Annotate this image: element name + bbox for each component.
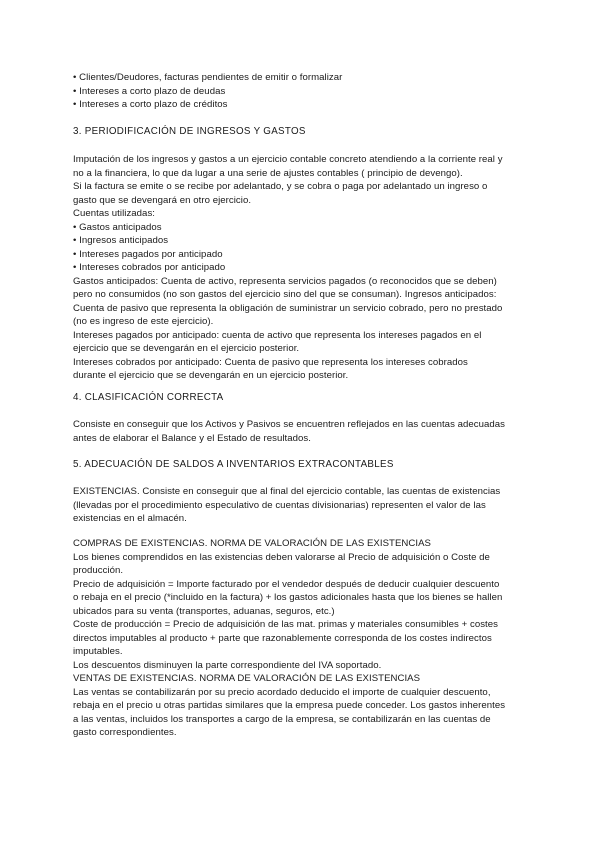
list-item: • Intereses a corto plazo de deudas: [73, 85, 226, 97]
paragraph-line: a las ventas, incluidos los transportes a cargo de la empresa, se contabilizarán en las cuentas de: [73, 713, 491, 725]
paragraph-line: Gastos anticipados: Cuenta de activo, representa servicios pagados (o reconocidos que se deben): [73, 275, 497, 287]
paragraph-line: Los bienes comprendidos en las existencias deben valorarse al Precio de adquisición o Coste de: [73, 551, 490, 563]
list-item: • Intereses pagados por anticipado: [73, 248, 223, 260]
section-4-heading: 4. CLASIFICACIÓN CORRECTA: [73, 392, 224, 403]
list-item: • Intereses a corto plazo de créditos: [73, 99, 228, 110]
list-item: • Clientes/Deudores, facturas pendientes de emitir o formalizar: [73, 72, 343, 83]
bullet-list-top: [73, 71, 533, 112]
paragraph-line: durante el ejercicio que se devengarán en un ejercicio posterior.: [73, 370, 349, 381]
section-3-heading: 3. PERIODIFICACIÓN DE INGRESOS Y GASTOS: [73, 126, 306, 137]
section-5-existencias: [73, 485, 533, 526]
paragraph-line: Consiste en conseguir que los Activos y Pasivos se encuentren reflejados en las cuentas adecuadas: [73, 419, 506, 430]
paragraph-line: gasto correspondientes.: [73, 727, 177, 738]
section-4-body: [73, 418, 533, 445]
paragraph-line: o rebaja en el precio (*incluido en la factura) + los gastos adicionales hasta que los bienes se hallen: [73, 592, 503, 603]
paragraph-line: Coste de producción = Precio de adquisición de las mat. primas y materiales consumibles + costes: [73, 619, 498, 630]
paragraph-line: Precio de adquisición = Importe facturado por el vendedor después de deducir cualquier descuento: [73, 578, 500, 590]
paragraph-line: directos imputables al producto + parte que razonablemente corresponda de los costes indirectos: [73, 632, 492, 644]
paragraph-line: Las ventas se contabilizarán por su precio acordado deducido el importe de cualquier descuento,: [73, 686, 491, 698]
list-item: • Gastos anticipados: [73, 221, 162, 233]
paragraph-line: ubicados para su venta (transportes, aduanas, seguros, etc.): [73, 605, 335, 617]
paragraph-line: (no es ingreso de este ejercicio).: [73, 316, 214, 327]
paragraph-line: existencias en el almacén.: [73, 513, 187, 524]
paragraph-line: gasto que se devengará en otro ejercicio.: [73, 194, 252, 206]
list-item: • Intereses cobrados por anticipado: [73, 262, 226, 273]
paragraph-line: Imputación de los ingresos y gastos a un ejercicio contable concreto atendiendo a la corriente real y: [73, 154, 503, 165]
section-5-heading: 5. ADECUACIÓN DE SALDOS A INVENTARIOS EXTRACONTABLES: [73, 459, 394, 470]
paragraph-line: Los descuentos disminuyen la parte correspondiente del IVA soportado.: [73, 659, 382, 671]
paragraph-line: Cuenta de pasivo que representa la obligación de suministrar un servicio cobrado, pero no prestado: [73, 302, 503, 314]
subheading: VENTAS DE EXISTENCIAS. NORMA DE VALORACIÓN DE LAS EXISTENCIAS: [73, 673, 421, 684]
paragraph-line: ejercicio que se devengarán en el ejercicio posterior.: [73, 343, 300, 354]
paragraph-line: (llevadas por el procedimiento especulativo de cuentas divisionarias) representen el valor de las: [73, 499, 486, 511]
list-item: • Ingresos anticipados: [73, 235, 169, 246]
paragraph-line: no a la financiera, lo que da lugar a una serie de ajustes contables ( principio de devengo).: [73, 167, 463, 179]
paragraph-line: Si la factura se emite o se recibe por adelantado, y se cobra o paga por adelantado un ingreso o: [73, 181, 488, 192]
paragraph-line: imputables.: [73, 646, 123, 657]
paragraph-line: producción.: [73, 565, 124, 576]
section-3-body: [73, 153, 533, 383]
section-5-compras-ventas: [73, 537, 533, 740]
subheading: COMPRAS DE EXISTENCIAS. NORMA DE VALORACIÓN DE LAS EXISTENCIAS: [73, 538, 431, 549]
paragraph-line: pero no consumidos (no son gastos del ejercicio sino del que se consuman). Ingresos anticipados:: [73, 289, 497, 300]
paragraph-line: rebaja en el precio u otras partidas similares que la empresa puede conceder. Los gastos inherentes: [73, 700, 506, 711]
paragraph-line: Intereses pagados por anticipado: cuenta de activo que representa los intereses pagados en el: [73, 329, 482, 341]
paragraph-line: EXISTENCIAS. Consiste en conseguir que al final del ejercicio contable, las cuentas de existencias: [73, 486, 501, 497]
paragraph-line: Cuentas utilizadas:: [73, 208, 156, 219]
paragraph-line: Intereses cobrados por anticipado: Cuenta de pasivo que representa los intereses cobrados: [73, 356, 468, 368]
paragraph-line: antes de elaborar el Balance y el Estado de resultados.: [73, 432, 311, 444]
